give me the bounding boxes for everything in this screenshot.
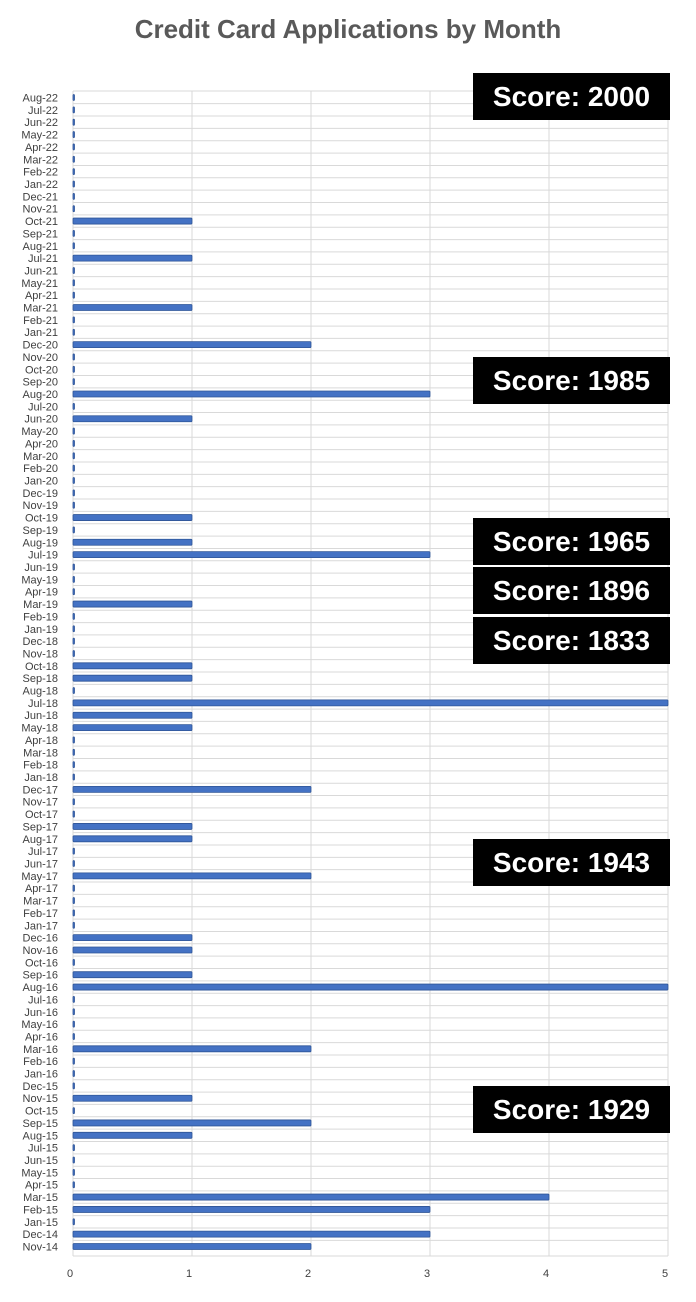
bar-sep-15 bbox=[73, 1120, 311, 1126]
bar-jul-20 bbox=[73, 403, 75, 409]
y-tick-label: Jan-19 bbox=[24, 623, 58, 636]
y-tick-label: Oct-20 bbox=[24, 364, 58, 377]
y-tick-label: Dec-14 bbox=[22, 1229, 58, 1242]
bar-jun-18 bbox=[73, 712, 192, 718]
y-tick-label: Jan-21 bbox=[24, 327, 58, 340]
bar-oct-19 bbox=[73, 515, 192, 521]
y-tick-label: Aug-20 bbox=[22, 389, 58, 402]
bar-aug-15 bbox=[73, 1132, 192, 1138]
y-tick-label: Dec-17 bbox=[22, 784, 58, 797]
bar-feb-17 bbox=[73, 910, 75, 916]
bar-feb-22 bbox=[73, 169, 75, 175]
bar-jul-18 bbox=[73, 700, 668, 706]
bar-jun-20 bbox=[73, 416, 192, 422]
y-tick-label: Nov-20 bbox=[22, 351, 58, 364]
y-tick-label: Dec-16 bbox=[22, 932, 58, 945]
y-tick-label: Nov-16 bbox=[22, 944, 58, 957]
y-tick-label: Jul-17 bbox=[28, 846, 58, 859]
y-tick-label: Mar-22 bbox=[23, 154, 58, 167]
y-tick-label: Jan-15 bbox=[24, 1216, 58, 1229]
bar-jul-16 bbox=[73, 996, 75, 1002]
y-tick-label: Sep-17 bbox=[22, 821, 58, 834]
bar-jul-17 bbox=[73, 848, 75, 854]
bar-dec-18 bbox=[73, 638, 75, 644]
y-tick-label: Nov-18 bbox=[22, 648, 58, 661]
bar-jan-21 bbox=[73, 329, 75, 335]
y-tick-label: Jan-16 bbox=[24, 1068, 58, 1081]
y-tick-label: May-19 bbox=[21, 574, 58, 587]
bar-apr-20 bbox=[73, 440, 75, 446]
bar-may-16 bbox=[73, 1021, 75, 1027]
bar-apr-18 bbox=[73, 737, 75, 743]
y-tick-label: Jul-21 bbox=[28, 253, 58, 266]
bar-mar-15 bbox=[73, 1194, 549, 1200]
y-tick-label: Nov-15 bbox=[22, 1093, 58, 1106]
bar-jun-15 bbox=[73, 1157, 75, 1163]
bar-dec-20 bbox=[73, 342, 311, 348]
bar-jul-22 bbox=[73, 107, 75, 113]
bar-sep-16 bbox=[73, 972, 192, 978]
y-tick-label: Dec-15 bbox=[22, 1080, 58, 1093]
bar-dec-21 bbox=[73, 193, 75, 199]
score-annotation: Score: 1833 bbox=[473, 617, 670, 664]
y-tick-label: Jun-19 bbox=[24, 561, 58, 574]
y-tick-label: Apr-22 bbox=[24, 141, 58, 154]
bar-jun-16 bbox=[73, 1009, 75, 1015]
bar-nov-18 bbox=[73, 650, 75, 656]
y-tick-label: Aug-22 bbox=[22, 92, 58, 105]
y-tick-label: Mar-20 bbox=[23, 450, 58, 463]
y-tick-label: May-15 bbox=[21, 1167, 58, 1180]
bar-jan-17 bbox=[73, 922, 75, 928]
bar-mar-21 bbox=[73, 305, 192, 311]
y-tick-label: Jul-20 bbox=[28, 401, 58, 414]
bar-sep-21 bbox=[73, 230, 75, 236]
y-tick-label: Jun-21 bbox=[24, 265, 58, 278]
bar-jun-17 bbox=[73, 861, 75, 867]
y-tick-label: Jul-16 bbox=[28, 994, 58, 1007]
y-tick-label: Sep-20 bbox=[22, 376, 58, 389]
bar-apr-15 bbox=[73, 1182, 75, 1188]
y-tick-label: Aug-21 bbox=[22, 240, 58, 253]
bar-mar-16 bbox=[73, 1046, 311, 1052]
score-annotation: Score: 1965 bbox=[473, 518, 670, 565]
bar-may-18 bbox=[73, 725, 192, 731]
bar-nov-14 bbox=[73, 1244, 311, 1250]
y-tick-label: Apr-20 bbox=[24, 438, 58, 451]
chart-title: Credit Card Applications by Month bbox=[134, 14, 562, 44]
bar-nov-17 bbox=[73, 799, 75, 805]
y-tick-label: Nov-21 bbox=[22, 203, 58, 216]
y-tick-label: May-20 bbox=[21, 426, 58, 439]
y-tick-label: Feb-16 bbox=[23, 1056, 58, 1069]
y-tick-label: Feb-17 bbox=[23, 907, 58, 920]
y-tick-label: Mar-18 bbox=[23, 747, 58, 760]
y-tick-label: Aug-19 bbox=[22, 537, 58, 550]
y-tick-label: May-22 bbox=[21, 129, 58, 142]
y-tick-label: Feb-20 bbox=[23, 463, 58, 476]
bar-jul-19 bbox=[73, 552, 430, 558]
bar-oct-21 bbox=[73, 218, 192, 224]
bar-nov-20 bbox=[73, 354, 75, 360]
bar-sep-19 bbox=[73, 527, 75, 533]
score-annotation: Score: 2000 bbox=[473, 73, 670, 120]
bar-jun-19 bbox=[73, 564, 75, 570]
bar-aug-21 bbox=[73, 243, 75, 249]
bar-may-15 bbox=[73, 1169, 75, 1175]
y-tick-label: Aug-15 bbox=[22, 1130, 58, 1143]
bar-may-19 bbox=[73, 576, 75, 582]
y-tick-label: Aug-16 bbox=[22, 982, 58, 995]
bar-oct-16 bbox=[73, 959, 75, 965]
bar-aug-22 bbox=[73, 95, 75, 101]
bar-mar-20 bbox=[73, 453, 75, 459]
bar-apr-22 bbox=[73, 144, 75, 150]
bar-jul-15 bbox=[73, 1145, 75, 1151]
y-tick-label: Dec-21 bbox=[22, 191, 58, 204]
y-tick-label: Mar-17 bbox=[23, 895, 58, 908]
bar-apr-21 bbox=[73, 292, 75, 298]
y-tick-label: Apr-16 bbox=[24, 1031, 58, 1044]
score-annotation: Score: 1943 bbox=[473, 839, 670, 886]
y-tick-label: Jul-19 bbox=[28, 549, 58, 562]
y-tick-label: Apr-18 bbox=[24, 734, 58, 747]
bar-jan-18 bbox=[73, 774, 75, 780]
y-tick-label: Oct-18 bbox=[24, 660, 58, 673]
y-tick-label: Nov-19 bbox=[22, 500, 58, 513]
y-tick-label: Feb-19 bbox=[23, 611, 58, 624]
bar-may-20 bbox=[73, 428, 75, 434]
bar-dec-16 bbox=[73, 935, 192, 941]
y-tick-label: Sep-21 bbox=[22, 228, 58, 241]
y-tick-label: Dec-19 bbox=[22, 487, 58, 500]
y-tick-label: Jan-22 bbox=[24, 178, 58, 191]
bar-apr-19 bbox=[73, 589, 75, 595]
y-tick-label: Jun-20 bbox=[24, 413, 58, 426]
bar-jun-22 bbox=[73, 119, 75, 125]
bar-mar-19 bbox=[73, 601, 192, 607]
y-tick-label: May-17 bbox=[21, 870, 58, 883]
y-tick-label: Apr-15 bbox=[24, 1179, 58, 1192]
bar-oct-20 bbox=[73, 366, 75, 372]
bar-jan-15 bbox=[73, 1219, 75, 1225]
y-tick-label: Oct-19 bbox=[24, 512, 58, 525]
y-tick-label: May-16 bbox=[21, 1019, 58, 1032]
bar-nov-21 bbox=[73, 206, 75, 212]
bar-feb-16 bbox=[73, 1058, 75, 1064]
bar-mar-22 bbox=[73, 156, 75, 162]
y-tick-label: Dec-18 bbox=[22, 636, 58, 649]
y-tick-label: Dec-20 bbox=[22, 339, 58, 352]
y-tick-label: Jan-18 bbox=[24, 772, 58, 785]
bar-sep-18 bbox=[73, 675, 192, 681]
y-tick-label: Jan-17 bbox=[24, 920, 58, 933]
y-tick-label: Jan-20 bbox=[24, 475, 58, 488]
bar-feb-19 bbox=[73, 613, 75, 619]
bar-jun-21 bbox=[73, 267, 75, 273]
score-annotation: Score: 1896 bbox=[473, 567, 670, 614]
y-tick-label: Feb-15 bbox=[23, 1204, 58, 1217]
y-tick-label: Oct-17 bbox=[24, 809, 58, 822]
bar-may-22 bbox=[73, 132, 75, 138]
y-tick-label: Jun-17 bbox=[24, 858, 58, 871]
x-tick-label: 3 bbox=[423, 1268, 431, 1280]
y-tick-label: Nov-14 bbox=[22, 1241, 58, 1254]
bar-nov-19 bbox=[73, 502, 75, 508]
y-tick-label: Aug-17 bbox=[22, 833, 58, 846]
bar-oct-17 bbox=[73, 811, 75, 817]
y-tick-label: Jul-22 bbox=[28, 104, 58, 117]
y-tick-label: Mar-21 bbox=[23, 302, 58, 315]
y-tick-label: Jun-22 bbox=[24, 117, 58, 130]
y-tick-label: Apr-19 bbox=[24, 586, 58, 599]
y-tick-label: Oct-15 bbox=[24, 1105, 58, 1118]
y-tick-label: Jun-16 bbox=[24, 1006, 58, 1019]
x-tick-label: 2 bbox=[304, 1268, 312, 1280]
y-tick-label: Feb-21 bbox=[23, 314, 58, 327]
y-tick-label: Nov-17 bbox=[22, 796, 58, 809]
bar-jan-22 bbox=[73, 181, 75, 187]
x-tick-label: 1 bbox=[185, 1268, 193, 1280]
bar-aug-17 bbox=[73, 836, 192, 842]
y-tick-label: Aug-18 bbox=[22, 685, 58, 698]
bar-dec-19 bbox=[73, 490, 75, 496]
bar-aug-20 bbox=[73, 391, 430, 397]
y-tick-label: Oct-16 bbox=[24, 957, 58, 970]
y-tick-label: Sep-19 bbox=[22, 524, 58, 537]
bar-may-21 bbox=[73, 280, 75, 286]
y-tick-label: Sep-16 bbox=[22, 969, 58, 982]
bar-nov-15 bbox=[73, 1095, 192, 1101]
bar-jan-16 bbox=[73, 1071, 75, 1077]
bar-feb-21 bbox=[73, 317, 75, 323]
y-tick-label: Sep-18 bbox=[22, 673, 58, 686]
y-tick-label: May-18 bbox=[21, 722, 58, 735]
y-tick-label: May-21 bbox=[21, 277, 58, 290]
x-tick-label: 4 bbox=[542, 1268, 550, 1280]
y-tick-label: Feb-22 bbox=[23, 166, 58, 179]
bar-aug-16 bbox=[73, 984, 668, 990]
bar-feb-18 bbox=[73, 762, 75, 768]
bar-apr-16 bbox=[73, 1033, 75, 1039]
bar-aug-19 bbox=[73, 539, 192, 545]
bar-mar-17 bbox=[73, 898, 75, 904]
bar-jan-20 bbox=[73, 478, 75, 484]
x-tick-label: 5 bbox=[661, 1268, 669, 1280]
y-tick-label: Mar-19 bbox=[23, 599, 58, 612]
y-tick-label: Apr-17 bbox=[24, 883, 58, 896]
y-tick-label: Jul-15 bbox=[28, 1142, 58, 1155]
y-tick-label: Jun-18 bbox=[24, 710, 58, 723]
y-tick-label: Feb-18 bbox=[23, 759, 58, 772]
bar-apr-17 bbox=[73, 885, 75, 891]
score-annotation: Score: 1929 bbox=[473, 1086, 670, 1133]
bar-feb-15 bbox=[73, 1206, 430, 1212]
y-tick-label: Oct-21 bbox=[24, 216, 58, 229]
y-tick-label: Jul-18 bbox=[28, 697, 58, 710]
bar-jul-21 bbox=[73, 255, 192, 261]
y-tick-label: Mar-16 bbox=[23, 1043, 58, 1056]
bar-sep-17 bbox=[73, 823, 192, 829]
bar-nov-16 bbox=[73, 947, 192, 953]
y-tick-label: Sep-15 bbox=[22, 1117, 58, 1130]
bar-oct-15 bbox=[73, 1108, 75, 1114]
bar-aug-18 bbox=[73, 688, 75, 694]
bar-dec-14 bbox=[73, 1231, 430, 1237]
bar-dec-17 bbox=[73, 786, 311, 792]
bar-dec-15 bbox=[73, 1083, 75, 1089]
bar-may-17 bbox=[73, 873, 311, 879]
bar-sep-20 bbox=[73, 379, 75, 385]
bar-oct-18 bbox=[73, 663, 192, 669]
x-tick-label: 0 bbox=[66, 1268, 74, 1280]
y-tick-label: Apr-21 bbox=[24, 290, 58, 303]
y-tick-label: Mar-15 bbox=[23, 1192, 58, 1205]
bar-feb-20 bbox=[73, 465, 75, 471]
y-tick-label: Jun-15 bbox=[24, 1155, 58, 1168]
score-annotation: Score: 1985 bbox=[473, 357, 670, 404]
bar-jan-19 bbox=[73, 626, 75, 632]
bar-mar-18 bbox=[73, 749, 75, 755]
